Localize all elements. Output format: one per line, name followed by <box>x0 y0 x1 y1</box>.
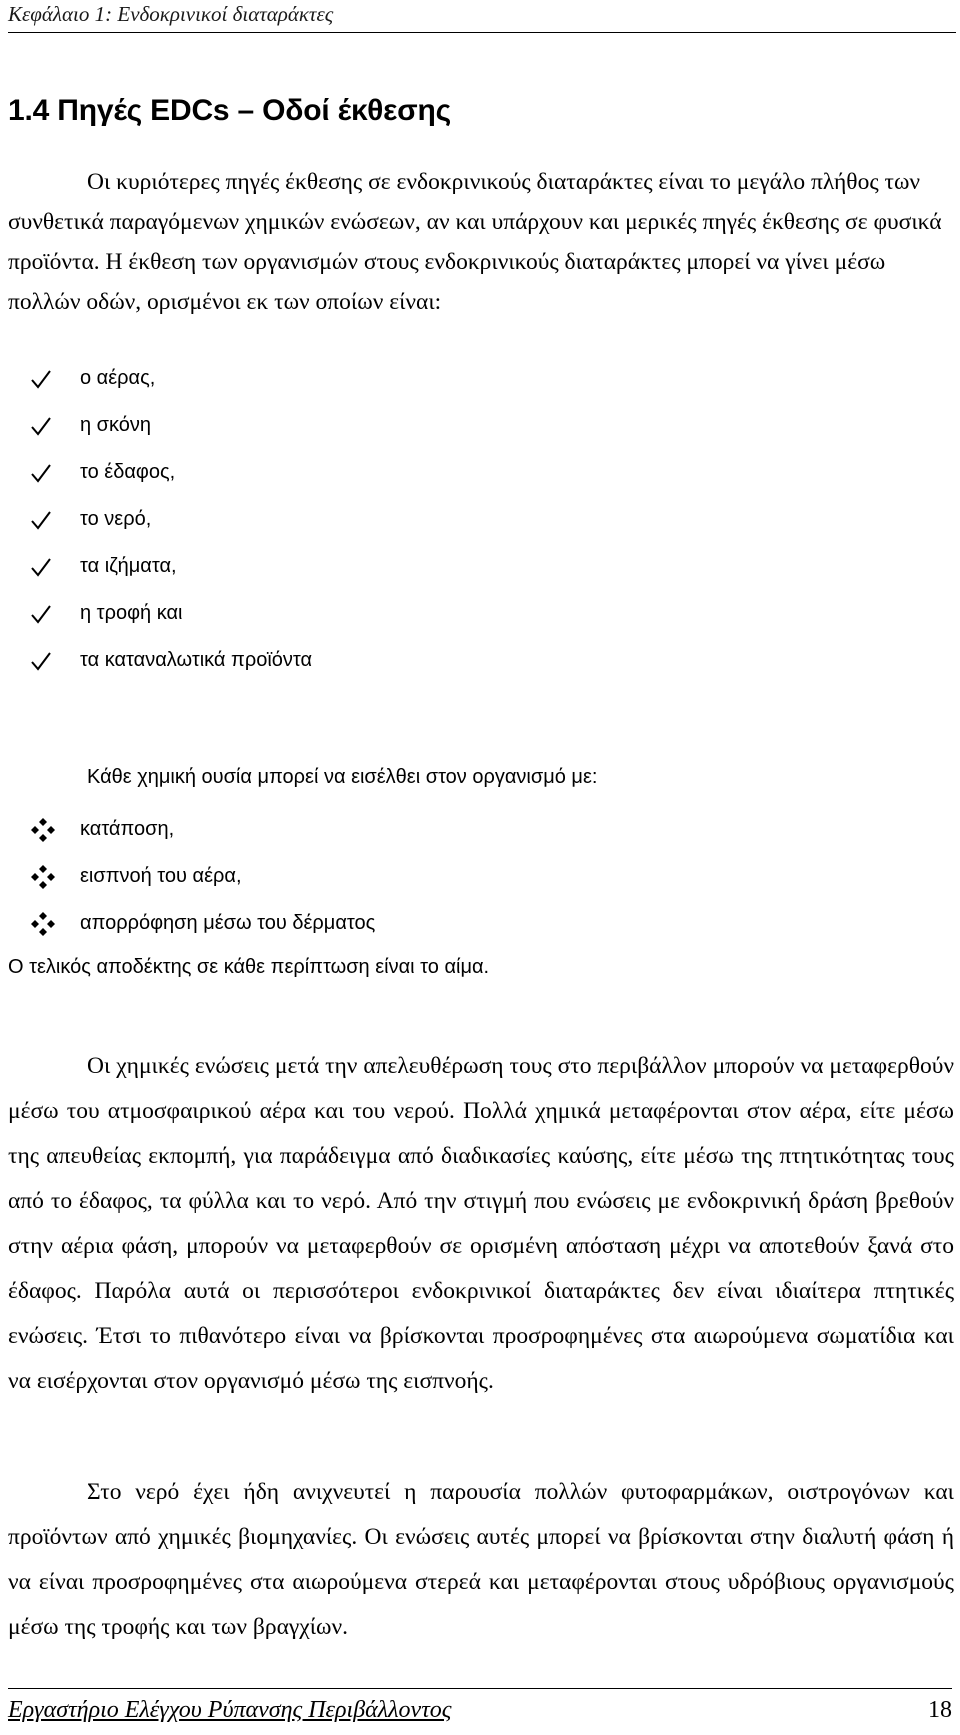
list-item <box>30 449 312 496</box>
checkmark-icon <box>30 556 52 578</box>
checkmark-icon <box>30 368 52 390</box>
pathway-label: η τροφή και <box>80 602 183 624</box>
intro-paragraph-text: Οι κυριότερες πηγές έκθεσης σε ενδοκρινικούς διαταράκτες είναι το μεγάλο πλήθος των συνθετικά παραγόμενων χημικών ενώσεων, αν και υπάρχουν και μερικές πηγές έκθεσης σε φυσικά προϊόντα. Η έκθεση των οργανισμών στους ενδοκρινικούς διαταράκτες μπορεί να γίνει μέσω πολλών οδών, ορισμένοι εκ των οποίων είναι: <box>8 169 942 315</box>
water-paragraph <box>8 1470 954 1650</box>
list-item <box>30 637 312 684</box>
final-receiver-note: Ο τελικός αποδέκτης σε κάθε περίπτωση είναι το αίμα. <box>8 956 490 978</box>
running-header <box>8 0 956 33</box>
list-item <box>30 806 375 853</box>
route-label: απορρόφηση μέσω του δέρματος <box>80 912 376 934</box>
four-diamond-bullet-icon <box>30 912 56 936</box>
pathway-label: τα καταναλωτικά προϊόντα <box>80 649 313 671</box>
checkmark-icon <box>30 603 52 625</box>
pathway-label: το νερό, <box>80 508 152 530</box>
pathway-label: ο αέρας, <box>80 367 156 389</box>
list-item <box>30 590 312 637</box>
footer-lab-name: Εργαστήριο Ελέγχου Ρύπανσης Περιβάλλοντος <box>8 1697 452 1723</box>
pathway-label: το έδαφος, <box>80 461 176 483</box>
transport-paragraph-text: Οι χημικές ενώσεις μετά την απελευθέρωση τους στο περιβάλλον μπορούν να μεταφερθούν μέσω του ατμοσφαιρικού αέρα και του νερού. Πολλά χημικά μεταφέρονται στον αέρα, είτε μέσω της απευθείας εκπομπή, για παράδειγμα από διαδικασίες καύσης, είτε μέσω της πτητικότητας τους από το έδαφος, τα φύλλα και το νερό. Από την στιγμή που ενώσεις με ενδοκρινική δράση βρεθούν στην αέρια φάση, μπορούν να μεταφερθούν σε ορισμένη απόσταση μέχρι να αποτεθούν ξανά στο έδαφος. Παρόλα αυτά οι περισσότεροι ενδοκρινικοί διαταράκτες δεν είναι ιδιαίτερα πτητικές ενώσεις. Έτσι το πιθανότερο είναι να βρίσκονται προσροφημένες στα αιωρούμενα σωματίδια και να εισέρχονται στον οργανισμό μέσω της εισπνοής. <box>8 1053 954 1394</box>
list-item <box>30 355 312 402</box>
checkmark-icon <box>30 509 52 531</box>
entry-route-list <box>30 806 375 947</box>
four-diamond-bullet-icon <box>30 865 56 889</box>
transport-paragraph <box>8 1044 954 1404</box>
section-title: 1.4 Πηγές EDCs – Οδοί έκθεσης <box>8 94 452 127</box>
pathway-label: τα ιζήματα, <box>80 555 177 577</box>
checkmark-icon <box>30 415 52 437</box>
pathway-label: η σκόνη <box>80 414 152 436</box>
exposure-pathway-list <box>30 355 312 684</box>
list-item <box>30 496 312 543</box>
entry-routes-intro: Κάθε χημική ουσία μπορεί να εισέλθει στον οργανισμό με: <box>87 766 598 788</box>
water-paragraph-text: Στο νερό έχει ήδη ανιχνευτεί η παρουσία πολλών φυτοφαρμάκων, οιστρογόνων και προϊόντων από χημικές βιομηχανίες. Οι ενώσεις αυτές μπορεί να βρίσκονται στην διαλυτή φάση ή να είναι προσροφημένες στα αιωρούμενα στερεά και μεταφέρονται στους υδρόβιους οργανισμούς μέσω της τροφής και των βραγχίων. <box>8 1479 954 1640</box>
page-footer <box>8 1688 952 1724</box>
list-item <box>30 543 312 590</box>
checkmark-icon <box>30 650 52 672</box>
intro-paragraph <box>8 162 954 322</box>
running-header-title: Κεφάλαιο 1: Ενδοκρινικοί διαταράκτες <box>8 2 334 26</box>
list-item <box>30 853 375 900</box>
page-number: 18 <box>928 1697 952 1723</box>
route-label: εισπνοή του αέρα, <box>80 865 242 887</box>
four-diamond-bullet-icon <box>30 818 56 842</box>
list-item <box>30 402 312 449</box>
checkmark-icon <box>30 462 52 484</box>
list-item <box>30 900 375 947</box>
route-label: κατάποση, <box>80 818 175 840</box>
